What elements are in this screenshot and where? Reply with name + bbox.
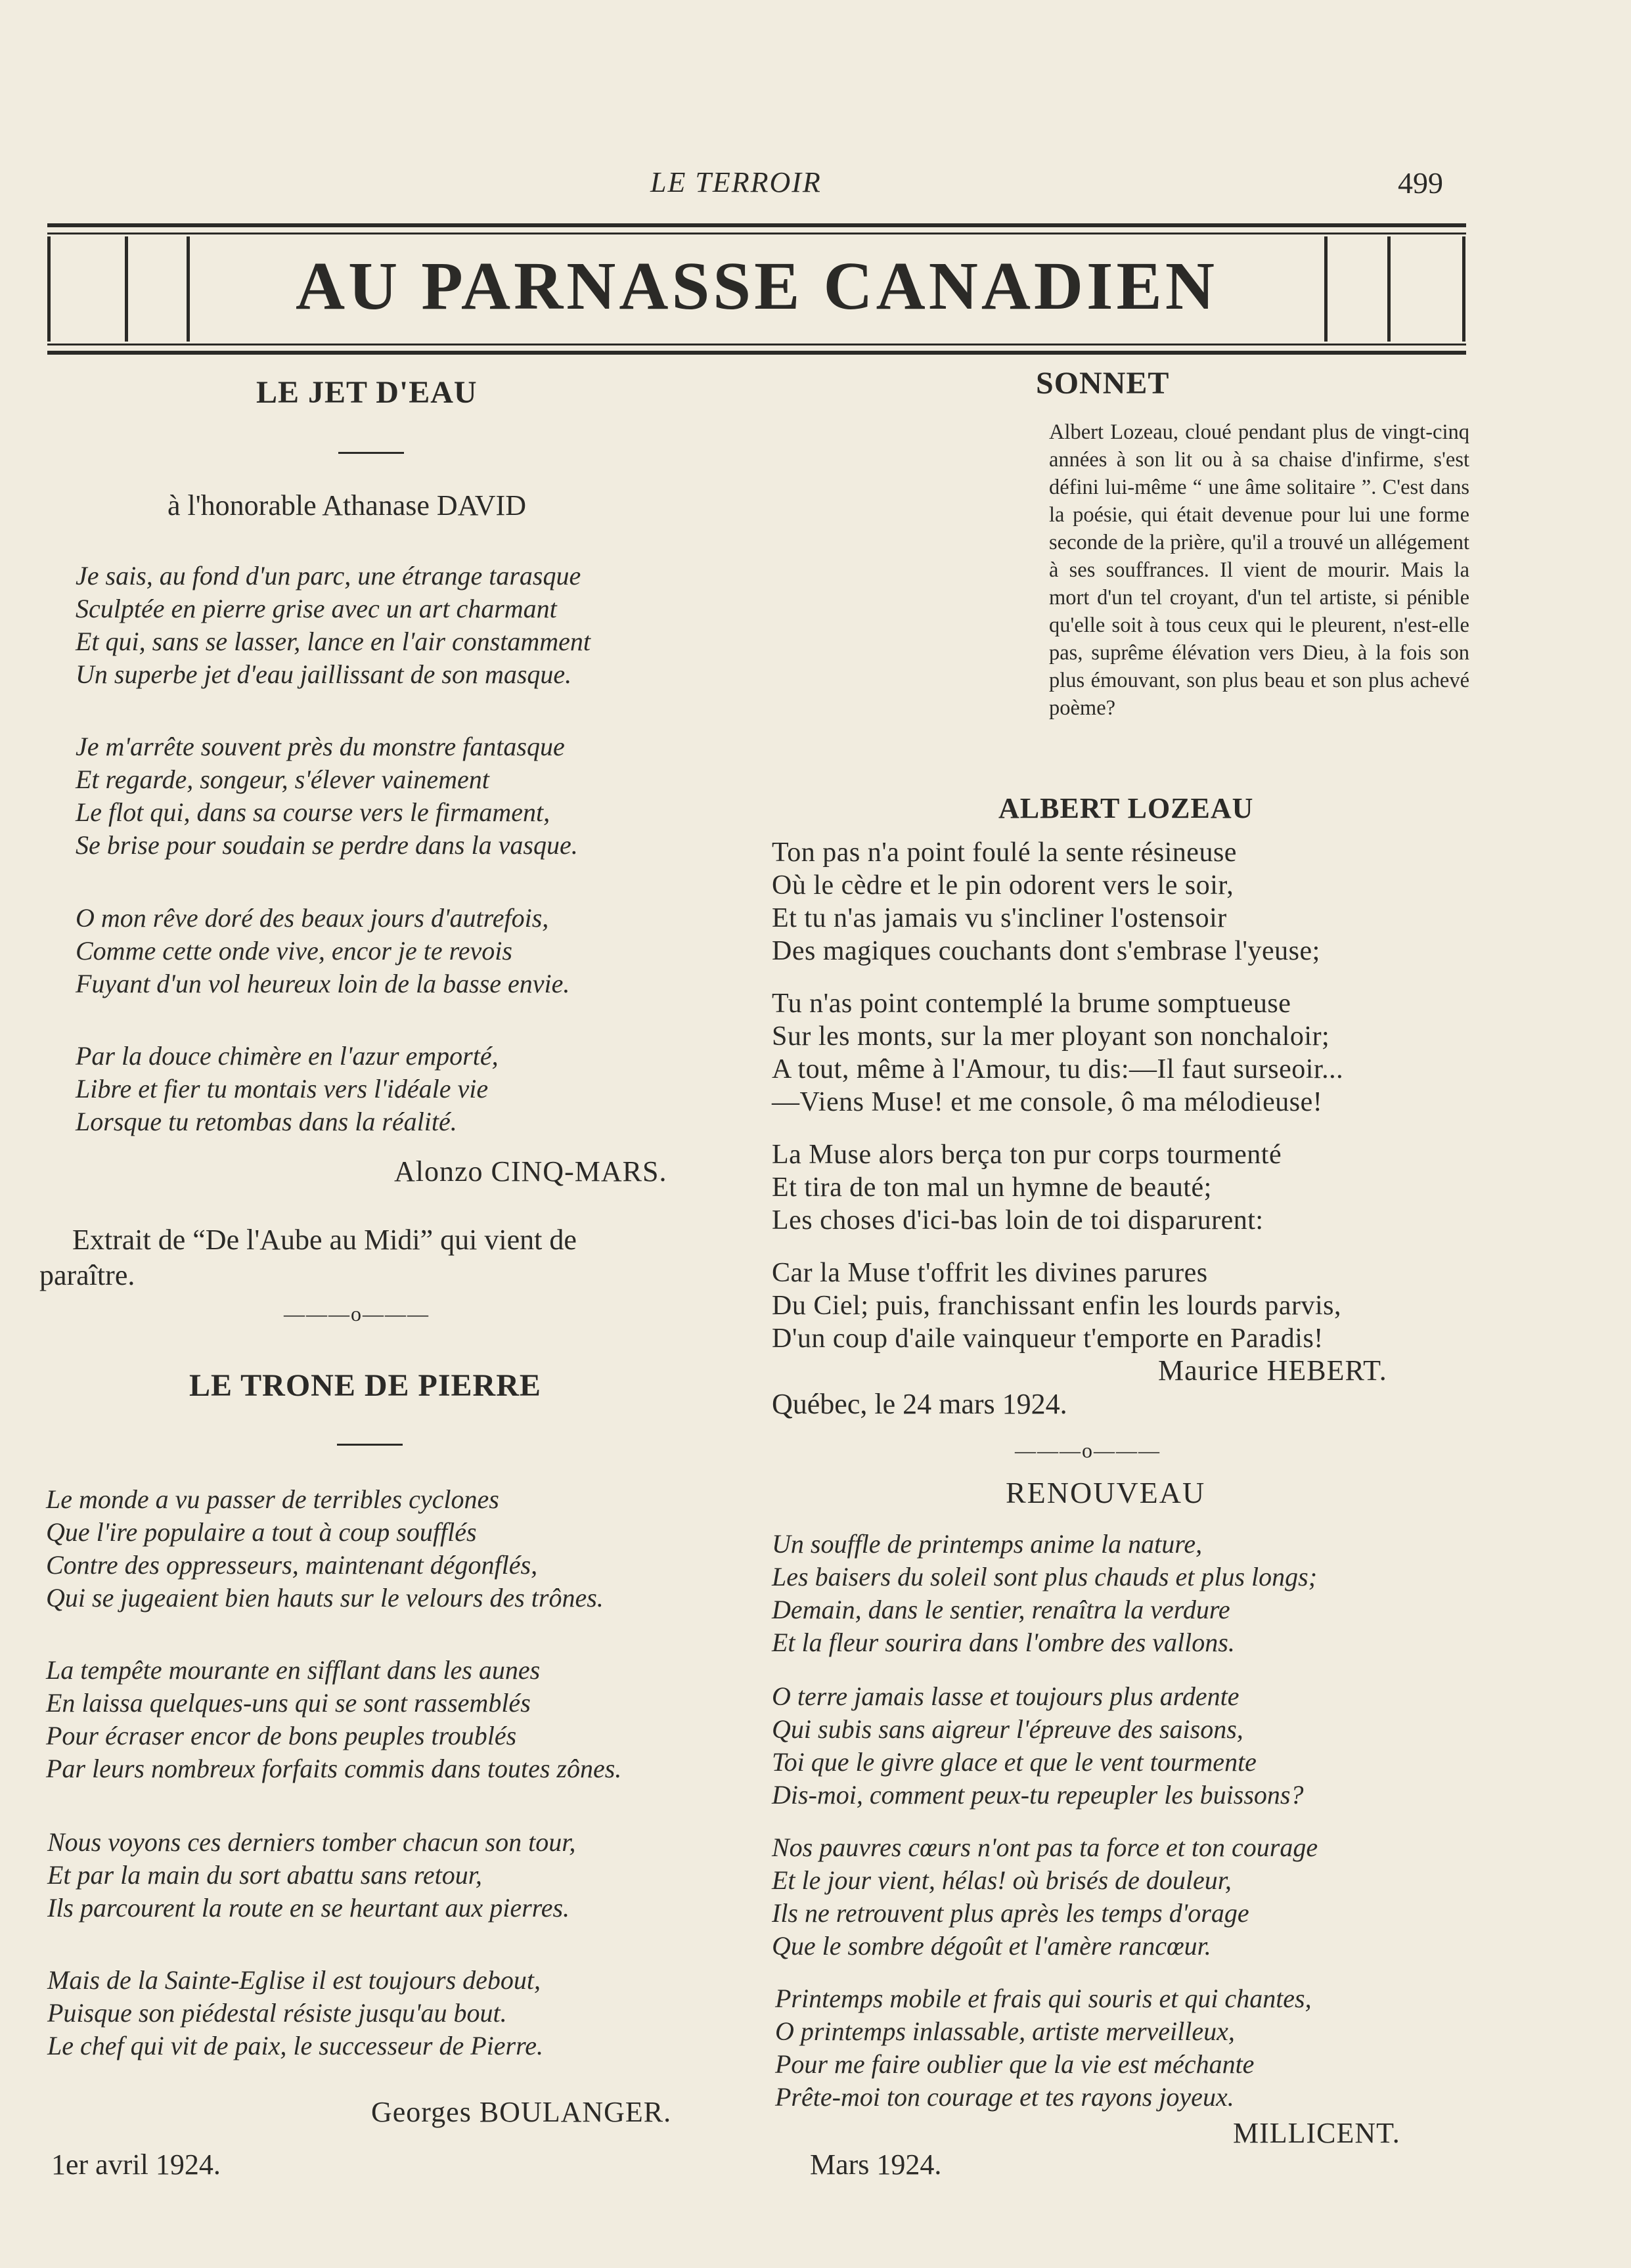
page-number: 499: [1398, 166, 1443, 200]
verse-line: —Viens Muse! et me console, ô ma mélodieuse!: [772, 1087, 1323, 1117]
stanza: [772, 987, 1343, 1119]
verse-line: Puisque son piédestal résiste jusqu'au bout.: [47, 1998, 507, 2028]
verse-line: Car la Muse t'offrit les divines parures: [772, 1258, 1208, 1288]
section-separator: ———o———: [1015, 1438, 1161, 1462]
stanza: [772, 1831, 1318, 1963]
poem-date: 1er avril 1924.: [51, 2148, 221, 2181]
poem-date: Mars 1924.: [810, 2148, 942, 2181]
verse-line: A tout, même à l'Amour, tu dis:—Il faut surseoir...: [772, 1054, 1344, 1084]
verse-line: Le monde a vu passer de terribles cyclones: [46, 1484, 499, 1514]
verse-line: Nos pauvres cœurs n'ont pas ta force et ton courage: [772, 1833, 1318, 1862]
stanza: [772, 1256, 1341, 1355]
verse-line: Que le sombre dégoût et l'amère rancœur.: [772, 1931, 1211, 1961]
stanza: [46, 1654, 621, 1785]
verse-line: Le chef qui vit de paix, le successeur de Pierre.: [47, 2031, 543, 2060]
verse-line: Par la douce chimère en l'azur emporté,: [76, 1041, 499, 1071]
verse-line: Pour écraser encor de bons peuples troublés: [46, 1721, 517, 1750]
verse-line: Un superbe jet d'eau jaillissant de son masque.: [76, 659, 572, 689]
stanza: [76, 1040, 499, 1138]
verse-line: Et tu n'as jamais vu s'incliner l'ostensoir: [772, 903, 1227, 933]
verse-line: Se brise pour soudain se perdre dans la vasque.: [76, 830, 578, 860]
verse-line: Lorsque tu retombas dans la réalité.: [76, 1107, 457, 1136]
verse-line: D'un coup d'aile vainqueur t'emporte en Paradis!: [772, 1323, 1324, 1354]
verse-line: Nous voyons ces derniers tomber chacun son tour,: [47, 1827, 576, 1857]
verse-line: Et regarde, songeur, s'élever vainement: [76, 765, 489, 794]
place-date: Québec, le 24 mars 1924.: [772, 1388, 1067, 1420]
verse-line: Pour me faire oublier que la vie est méchante: [775, 2049, 1255, 2079]
source-note: Extrait de “De l'Aube au Midi” qui vient de: [72, 1224, 577, 1256]
verse-line: Prête-moi ton courage et tes rayons joyeux.: [775, 2082, 1234, 2112]
verse-line: Et la fleur sourira dans l'ombre des vallons.: [772, 1628, 1235, 1657]
verse-line: Fuyant d'un vol heureux loin de la basse envie.: [76, 969, 570, 998]
verse-line: Mais de la Sainte-Eglise il est toujours debout,: [47, 1965, 541, 1995]
poem-author: Georges BOULANGER.: [371, 2096, 672, 2128]
section-banner: [47, 223, 1466, 355]
stanza: [772, 1680, 1304, 1812]
poem-title: SONNET: [1036, 366, 1170, 401]
verse-line: Demain, dans le sentier, renaîtra la verdure: [772, 1595, 1230, 1624]
title-rule: [337, 1444, 403, 1446]
verse-line: Et le jour vient, hélas! où brisés de douleur,: [772, 1865, 1232, 1895]
verse-line: Dis-moi, comment peux-tu repeupler les buissons?: [772, 1780, 1304, 1810]
verse-line: Qui subis sans aigreur l'épreuve des saisons,: [772, 1714, 1243, 1744]
stanza: [76, 902, 570, 1000]
verse-line: Toi que le givre glace et que le vent tourmente: [772, 1747, 1257, 1777]
verse-line: Tu n'as point contemplé la brume somptueuse: [772, 989, 1291, 1019]
verse-line: Libre et fier tu montais vers l'idéale vie: [76, 1074, 489, 1103]
verse-line: Les baisers du soleil sont plus chauds et plus longs;: [772, 1562, 1318, 1591]
stanza: [46, 1483, 604, 1614]
verse-line: Des magiques couchants dont s'embrase l'yeuse;: [772, 936, 1320, 966]
verse-line: Qui se jugeaient bien hauts sur le velours des trônes.: [46, 1583, 604, 1612]
verse-line: O printemps inlassable, artiste merveilleux,: [775, 2016, 1235, 2046]
verse-line: Et tira de ton mal un hymne de beauté;: [772, 1172, 1212, 1203]
stanza: [47, 1964, 543, 2062]
journal-title: LE TERROIR: [650, 166, 822, 198]
stanza: [772, 1528, 1317, 1659]
intro-paragraph: Albert Lozeau, cloué pendant plus de vingt-cinq années à son lit ou à sa chaise d'infirme, s'est défini lui-même “ une âme solitaire ”. C'est dans la poésie, qui était devenue pour lui une forme seconde de la prière, qu'il a trouvé un allégement à ses souffrances. Il vient de mourir. Mais la mort d'un tel croyant, d'un tel artiste, si pénible qu'elle soit à tous ceux qui le pleurent, n'est-elle pas, suprême élévation vers Dieu, à la fois son plus émouvant, son plus beau et son plus achevé poème?: [1049, 420, 1469, 720]
verse-line: Comme cette onde vive, encor je te revois: [76, 936, 512, 966]
stanza: [47, 1826, 575, 1924]
verse-line: O terre jamais lasse et toujours plus ardente: [772, 1681, 1240, 1711]
verse-line: La tempête mourante en sifflant dans les aunes: [46, 1655, 541, 1685]
poem-author: Alonzo CINQ-MARS.: [394, 1155, 667, 1188]
verse-line: Ils parcourent la route en se heurtant aux pierres.: [47, 1893, 570, 1923]
verse-line: Contre des oppresseurs, maintenant dégonflés,: [46, 1550, 538, 1580]
section-separator: ———o———: [284, 1302, 430, 1325]
verse-line: Sur les monts, sur la mer ployant son nonchaloir;: [772, 1021, 1330, 1052]
verse-line: Sculptée en pierre grise avec un art charmant: [76, 594, 557, 623]
verse-line: Un souffle de printemps anime la nature,: [772, 1529, 1203, 1559]
dedication: à l'honorable Athanase DAVID: [168, 489, 526, 522]
verse-line: Que l'ire populaire a tout à coup soufflés: [46, 1517, 477, 1547]
stanza: [775, 1982, 1312, 2114]
poem-author: Maurice HEBERT.: [1158, 1354, 1387, 1387]
verse-line: La Muse alors berça ton pur corps tourmenté: [772, 1140, 1282, 1170]
verse-line: Le flot qui, dans sa course vers le firmament,: [76, 797, 550, 827]
poem-title: LE TRONE DE PIERRE: [189, 1368, 541, 1403]
verse-line: Les choses d'ici-bas loin de toi disparurent:: [772, 1205, 1264, 1235]
poem-subtitle: ALBERT LOZEAU: [998, 792, 1254, 824]
verse-line: Ils ne retrouvent plus après les temps d'orage: [772, 1898, 1249, 1928]
banner-title: AU PARNASSE CANADIEN: [296, 248, 1218, 324]
verse-line: Printemps mobile et frais qui souris et qui chantes,: [775, 1984, 1312, 2013]
poem-author: MILLICENT.: [1233, 2117, 1400, 2149]
poem-title: RENOUVEAU: [1006, 1476, 1206, 1509]
verse-line: Je m'arrête souvent près du monstre fantasque: [76, 732, 565, 761]
verse-line: Et qui, sans se lasser, lance en l'air constamment: [76, 627, 591, 656]
running-head: [0, 166, 1631, 205]
verse-line: Où le cèdre et le pin odorent vers le soir,: [772, 870, 1234, 901]
verse-line: Je sais, au fond d'un parc, une étrange tarasque: [76, 561, 581, 590]
poem-title: LE JET D'EAU: [256, 375, 478, 410]
verse-line: Ton pas n'a point foulé la sente résineuse: [772, 837, 1237, 868]
stanza: [772, 836, 1320, 967]
stanza: [772, 1138, 1282, 1237]
title-rule: [338, 452, 404, 454]
stanza: [76, 730, 578, 862]
verse-line: Du Ciel; puis, franchissant enfin les lourds parvis,: [772, 1291, 1342, 1321]
source-note-continued: paraître.: [39, 1259, 135, 1291]
verse-line: O mon rêve doré des beaux jours d'autrefois,: [76, 903, 549, 933]
verse-line: Par leurs nombreux forfaits commis dans toutes zônes.: [46, 1754, 622, 1783]
verse-line: En laissa quelques-uns qui se sont rassemblés: [46, 1688, 531, 1718]
verse-line: Et par la main du sort abattu sans retour,: [47, 1860, 482, 1890]
stanza: [76, 560, 591, 691]
